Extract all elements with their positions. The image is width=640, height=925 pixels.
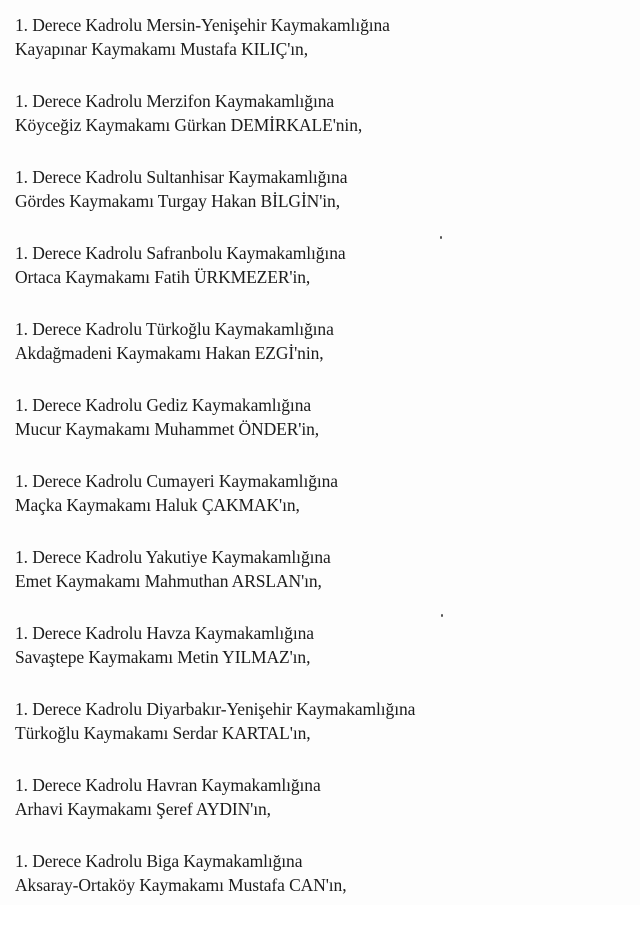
appointee-line: Kayapınar Kaymakamı Mustafa KILIÇ'ın, <box>15 39 308 59</box>
list-item <box>15 773 625 849</box>
scan-speck <box>440 236 442 239</box>
appointment-list <box>15 13 625 925</box>
position-line: 1. Derece Kadrolu Merzifon Kaymakamlığına <box>15 91 335 111</box>
list-item <box>15 469 625 545</box>
list-item <box>15 89 625 165</box>
list-item <box>15 393 625 469</box>
position-line: 1. Derece Kadrolu Cumayeri Kaymakamlığına <box>15 471 338 491</box>
list-item <box>15 241 625 317</box>
appointee-line: Ortaca Kaymakamı Fatih ÜRKMEZER'in, <box>15 267 311 287</box>
list-item <box>15 317 625 393</box>
position-line: 1. Derece Kadrolu Türkoğlu Kaymakamlığına <box>15 319 334 339</box>
appointee-line: Savaştepe Kaymakamı Metin YILMAZ'ın, <box>15 647 311 667</box>
list-item <box>15 13 625 89</box>
scan-speck <box>441 614 443 617</box>
position-line: 1. Derece Kadrolu Gediz Kaymakamlığına <box>15 395 312 415</box>
appointee-line: Arhavi Kaymakamı Şeref AYDIN'ın, <box>15 799 271 819</box>
position-line: 1. Derece Kadrolu Safranbolu Kaymakamlığına <box>15 243 346 263</box>
position-line: 1. Derece Kadrolu Diyarbakır-Yenişehir Kaymakamlığına <box>15 699 416 719</box>
position-line: 1. Derece Kadrolu Biga Kaymakamlığına <box>15 851 303 871</box>
list-item <box>15 849 625 925</box>
appointee-line: Aksaray-Ortaköy Kaymakamı Mustafa CAN'ın, <box>15 875 347 895</box>
appointee-line: Köyceğiz Kaymakamı Gürkan DEMİRKALE'nin, <box>15 115 363 135</box>
list-item <box>15 165 625 241</box>
appointee-line: Akdağmadeni Kaymakamı Hakan EZGİ'nin, <box>15 343 324 363</box>
position-line: 1. Derece Kadrolu Yakutiye Kaymakamlığına <box>15 547 331 567</box>
appointee-line: Türkoğlu Kaymakamı Serdar KARTAL'ın, <box>15 723 311 743</box>
position-line: 1. Derece Kadrolu Sultanhisar Kaymakamlığına <box>15 167 348 187</box>
appointee-line: Mucur Kaymakamı Muhammet ÖNDER'in, <box>15 419 320 439</box>
position-line: 1. Derece Kadrolu Mersin-Yenişehir Kaymakamlığına <box>15 15 390 35</box>
list-item <box>15 697 625 773</box>
appointee-line: Maçka Kaymakamı Haluk ÇAKMAK'ın, <box>15 495 300 515</box>
appointee-line: Emet Kaymakamı Mahmuthan ARSLAN'ın, <box>15 571 322 591</box>
position-line: 1. Derece Kadrolu Havza Kaymakamlığına <box>15 623 314 643</box>
list-item <box>15 545 625 621</box>
position-line: 1. Derece Kadrolu Havran Kaymakamlığına <box>15 775 321 795</box>
appointee-line: Gördes Kaymakamı Turgay Hakan BİLGİN'in, <box>15 191 340 211</box>
list-item <box>15 621 625 697</box>
